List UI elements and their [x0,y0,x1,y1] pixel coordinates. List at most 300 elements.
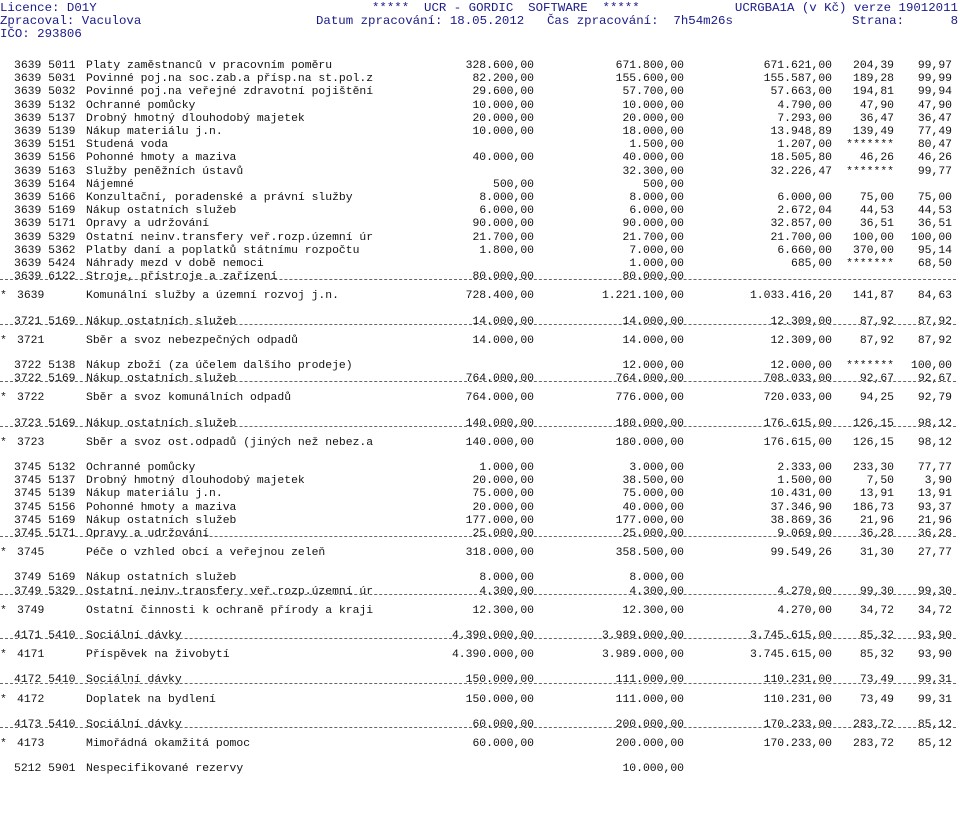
row-description: Nákup ostatních služeb [86,514,237,527]
row-code: 3639 5424 [14,258,76,270]
budget-adjusted: 25.000,00 [622,528,684,540]
row-code: 3639 5139 [14,126,76,138]
actual-amount: 99.549,26 [770,547,832,560]
row-code: 3745 [17,547,45,560]
table-row [0,139,960,152]
row-description: Konzultační, poradenské a právní služby [86,192,353,204]
row-code: 3749 5329 [14,585,76,598]
percent-of-adjusted: 98,12 [917,436,952,449]
percent-of-approved: 126,15 [852,417,894,430]
percent-of-approved: 194,81 [852,86,894,99]
percent-of-adjusted: 87,92 [917,315,952,328]
row-code: 4172 5410 [14,674,76,687]
dashed-separator [0,279,956,280]
actual-amount: 37.346,90 [770,501,832,514]
dashed-separator [0,426,956,427]
total-marker: * [0,649,7,662]
budget-approved: 150.000,00 [465,674,534,687]
row-code: 3722 [17,392,45,405]
dashed-separator [0,594,956,595]
budget-approved: 82.200,00 [472,73,534,86]
percent-of-approved: 139,49 [852,126,894,138]
budget-approved: 500,00 [492,178,534,191]
budget-approved: 177.000,00 [465,514,534,527]
total-row [0,547,960,560]
percent-of-approved: 85,32 [859,630,894,642]
table-row [0,502,960,515]
table-row [0,179,960,192]
actual-amount: 21.700,00 [770,231,832,244]
percent-of-adjusted: 93,90 [917,630,952,642]
row-description: Péče o vzhled obcí a veřejnou zeleň [86,547,326,560]
budget-adjusted: 776.000,00 [615,392,684,405]
percent-of-adjusted: 98,12 [917,417,952,430]
actual-amount: 7.293,00 [777,112,832,125]
budget-approved: 8.000,00 [479,192,534,204]
budget-adjusted: 1.000,00 [629,258,684,270]
total-row [0,290,960,303]
actual-amount: 170.233,00 [763,738,832,750]
budget-adjusted: 1.221.100,00 [601,290,684,303]
row-code: 3639 [17,290,45,303]
actual-amount: 12.309,00 [770,315,832,328]
row-code: 3639 5032 [14,86,76,99]
actual-amount: 708.033,00 [763,373,832,386]
budget-approved: 60.000,00 [472,718,534,731]
budget-approved: 150.000,00 [465,693,534,706]
row-code: 3639 6122 [14,271,76,284]
report-header [0,0,960,44]
total-marker: * [0,334,7,347]
table-row [0,218,960,231]
budget-adjusted: 111.000,00 [615,674,684,687]
actual-amount: 18.505,80 [770,152,832,165]
budget-approved: 21.700,00 [472,231,534,244]
row-code: 3745 5137 [14,475,76,488]
percent-of-approved: ******* [846,165,894,178]
row-code: 3723 [17,436,45,449]
row-code: 3722 5169 [14,373,76,386]
row-description: Nájemné [86,178,134,191]
row-description: Nákup ostatních služeb [86,572,237,585]
percent-of-adjusted: 36,28 [917,528,952,540]
total-row [0,738,960,751]
total-row [0,392,960,405]
percent-of-approved: 31,30 [859,547,894,560]
budget-adjusted: 14.000,00 [622,315,684,328]
row-description: Nákup ostatních služeb [86,315,237,328]
table-row [0,488,960,501]
budget-approved: 20.000,00 [472,475,534,488]
budget-adjusted: 75.000,00 [622,488,684,501]
percent-of-approved: 99,30 [859,585,894,598]
table-row [0,528,960,541]
budget-approved: 4.390.000,00 [451,630,534,642]
actual-amount: 10.431,00 [770,488,832,501]
row-description: Ostatní neinv.transfery veř.rozp.územní úr [86,585,374,598]
row-description: Služby peněžních ústavů [86,165,244,178]
actual-amount: 720.033,00 [763,392,832,405]
actual-amount: 1.033.416,20 [749,290,832,303]
percent-of-adjusted: 99,77 [917,165,952,178]
row-description: Sběr a svoz nebezpečných odpadů [86,334,298,347]
budget-approved: 60.000,00 [472,738,534,750]
budget-adjusted: 500,00 [642,178,684,191]
total-row [0,437,960,450]
row-description: Opravy a udržování [86,528,210,540]
budget-approved: 4.300,00 [479,585,534,598]
row-code: 3749 [17,604,45,617]
row-description: Opravy a udržování [86,218,210,231]
budget-approved: 6.000,00 [479,205,534,218]
budget-adjusted: 1.500,00 [629,139,684,152]
table-row [0,73,960,86]
table-row [0,152,960,165]
row-code: 3749 5169 [14,572,76,585]
percent-of-approved: 204,39 [852,60,894,72]
total-marker: * [0,290,7,303]
row-description: Náhrady mezd v době nemoci [86,258,264,270]
percent-of-adjusted: 99,97 [917,60,952,72]
budget-approved: 764.000,00 [465,392,534,405]
percent-of-adjusted: 92,67 [917,373,952,386]
budget-adjusted: 7.000,00 [629,244,684,257]
table-row [0,360,960,373]
row-description: Platby daní a poplatků státnímu rozpočtu [86,244,360,257]
budget-adjusted: 12.000,00 [622,360,684,372]
total-marker: * [0,604,7,617]
header-line-2 [0,14,960,28]
row-description: Pohonné hmoty a maziva [86,152,237,165]
budget-adjusted: 10.000,00 [622,99,684,112]
percent-of-approved: 92,67 [859,373,894,386]
budget-adjusted: 180.000,00 [615,417,684,430]
percent-of-approved: 73,49 [859,674,894,687]
actual-amount: 3.745.615,00 [749,630,832,642]
ico-label: IČO: 293806 [0,27,82,41]
budget-approved: 1.000,00 [479,462,534,474]
total-marker: * [0,436,7,449]
budget-adjusted: 14.000,00 [622,334,684,347]
report-body [0,60,960,839]
budget-approved: 728.400,00 [465,290,534,303]
actual-amount: 6.000,00 [777,192,832,204]
budget-approved: 1.800,00 [479,244,534,257]
percent-of-adjusted: 13,91 [917,488,952,501]
total-row [0,649,960,662]
budget-adjusted: 90.000,00 [622,218,684,231]
percent-of-approved: 126,15 [852,436,894,449]
percent-of-approved: 141,87 [852,290,894,303]
budget-adjusted: 200.000,00 [615,718,684,731]
operator-label: Zpracoval: Vaculova [0,14,142,28]
total-row [0,694,960,707]
percent-of-approved: 47,90 [859,99,894,112]
table-row [0,60,960,73]
table-row [0,126,960,139]
dashed-separator [0,324,956,325]
budget-approved: 14.000,00 [472,334,534,347]
percent-of-approved: 13,91 [859,488,894,501]
row-description: Drobný hmotný dlouhodobý majetek [86,112,305,125]
actual-amount: 176.615,00 [763,417,832,430]
table-row [0,100,960,113]
table-row [0,166,960,179]
actual-amount: 9.069,00 [777,528,832,540]
percent-of-adjusted: 68,50 [917,258,952,270]
actual-amount: 2.672,04 [777,205,832,218]
percent-of-approved: 34,72 [859,604,894,617]
budget-adjusted: 8.000,00 [629,192,684,204]
percent-of-approved: ******* [846,258,894,270]
percent-of-approved: 100,00 [852,231,894,244]
row-code: 4173 5410 [14,718,76,731]
row-code: 3639 5171 [14,218,76,231]
budget-adjusted: 80.000,00 [622,271,684,284]
total-marker: * [0,738,7,750]
header-line-3 [0,27,960,41]
percent-of-adjusted: 95,14 [917,244,952,257]
actual-amount: 3.745.615,00 [749,649,832,662]
percent-of-adjusted: 80,47 [917,139,952,152]
row-description: Povinné poj.na veřejné zdravotní pojištění [86,86,374,99]
percent-of-approved: ******* [846,360,894,372]
percent-of-approved: 46,26 [859,152,894,165]
percent-of-approved: 85,32 [859,649,894,662]
row-code: 5212 5901 [14,763,76,776]
row-description: Sociální dávky [86,630,182,642]
page-number: 8 [950,14,958,28]
row-description: Povinné poj.na soc.zab.a přísp.na st.pol.z [86,73,374,86]
percent-of-adjusted: 100,00 [910,360,952,372]
actual-amount: 176.615,00 [763,436,832,449]
actual-amount: 12.000,00 [770,360,832,372]
header-line-1 [0,1,960,15]
actual-amount: 685,00 [790,258,832,270]
budget-approved: 75.000,00 [472,488,534,501]
report-version: UCRGBA1A (v Kč) verze 19012011 [734,1,958,15]
budget-approved: 14.000,00 [472,315,534,328]
percent-of-adjusted: 75,00 [917,192,952,204]
table-row [0,258,960,271]
budget-approved: 328.600,00 [465,60,534,72]
percent-of-adjusted: 46,26 [917,152,952,165]
row-code: 3639 5169 [14,205,76,218]
actual-amount: 170.233,00 [763,718,832,731]
actual-amount: 1.500,00 [777,475,832,488]
percent-of-adjusted: 84,63 [917,290,952,303]
dashed-separator [0,536,956,537]
budget-approved: 80.000,00 [472,271,534,284]
percent-of-adjusted: 27,77 [917,547,952,560]
actual-amount: 671.621,00 [763,60,832,72]
row-code: 3639 5156 [14,152,76,165]
row-description: Drobný hmotný dlouhodobý majetek [86,475,305,488]
table-row [0,515,960,528]
actual-amount: 13.948,89 [770,126,832,138]
budget-adjusted: 12.300,00 [622,604,684,617]
percent-of-adjusted: 44,53 [917,205,952,218]
row-description: Nákup materiálu j.n. [86,126,223,138]
percent-of-adjusted: 77,77 [917,462,952,474]
percent-of-approved: ******* [846,139,894,152]
percent-of-adjusted: 99,30 [917,585,952,598]
total-marker: * [0,392,7,405]
budget-approved: 4.390.000,00 [451,649,534,662]
row-code: 3639 5031 [14,73,76,86]
software-banner: ***** UCR - GORDIC SOFTWARE ***** [372,1,640,15]
row-code: 3745 5171 [14,528,76,540]
budget-approved: 8.000,00 [479,572,534,585]
budget-adjusted: 4.300,00 [629,585,684,598]
budget-approved: 10.000,00 [472,126,534,138]
table-row [0,113,960,126]
budget-approved: 40.000,00 [472,152,534,165]
percent-of-adjusted: 3,90 [924,475,952,488]
table-row [0,475,960,488]
percent-of-approved: 94,25 [859,392,894,405]
dashed-separator [0,381,956,382]
budget-approved: 12.300,00 [472,604,534,617]
row-code: 3639 5362 [14,244,76,257]
total-marker: * [0,693,7,706]
budget-adjusted: 20.000,00 [622,112,684,125]
table-row [0,719,960,732]
page-label: Strana: [852,14,905,28]
actual-amount: 12.309,00 [770,334,832,347]
row-code: 3745 5132 [14,462,76,474]
table-row [0,316,960,329]
row-description: Mimořádná okamžitá pomoc [86,738,251,750]
table-row [0,572,960,585]
row-code: 4173 [17,738,45,750]
row-code: 3639 5151 [14,139,76,152]
percent-of-approved: 233,30 [852,462,894,474]
table-row [0,232,960,245]
percent-of-approved: 36,28 [859,528,894,540]
percent-of-adjusted: 92,79 [917,392,952,405]
budget-adjusted: 32.300,00 [622,165,684,178]
total-row [0,335,960,348]
row-code: 3722 5138 [14,360,76,372]
budget-adjusted: 3.000,00 [629,462,684,474]
percent-of-approved: 189,28 [852,73,894,86]
table-row [0,271,960,284]
budget-adjusted: 155.600,00 [615,73,684,86]
row-description: Studená voda [86,139,169,152]
budget-adjusted: 180.000,00 [615,436,684,449]
row-description: Ochranné pomůcky [86,99,196,112]
percent-of-adjusted: 36,47 [917,112,952,125]
row-code: 3639 5011 [14,60,76,72]
budget-adjusted: 38.500,00 [622,475,684,488]
percent-of-adjusted: 93,90 [917,649,952,662]
budget-approved: 140.000,00 [465,436,534,449]
total-row [0,605,960,618]
percent-of-adjusted: 99,31 [917,693,952,706]
budget-adjusted: 177.000,00 [615,514,684,527]
row-description: Nákup ostatních služeb [86,205,237,218]
row-code: 3639 5163 [14,165,76,178]
row-description: Ostatní činnosti k ochraně přírody a kraji [86,604,374,617]
budget-approved: 318.000,00 [465,547,534,560]
row-code: 3639 5132 [14,99,76,112]
row-description: Komunální služby a územní rozvoj j.n. [86,290,339,303]
actual-amount: 110.231,00 [763,674,832,687]
percent-of-adjusted: 87,92 [917,334,952,347]
row-description: Ochranné pomůcky [86,462,196,474]
actual-amount: 110.231,00 [763,693,832,706]
percent-of-adjusted: 34,72 [917,604,952,617]
budget-approved: 140.000,00 [465,417,534,430]
budget-adjusted: 10.000,00 [622,763,684,776]
dashed-separator [0,727,956,728]
row-description: Nákup materiálu j.n. [86,488,223,501]
table-row [0,245,960,258]
actual-amount: 2.333,00 [777,462,832,474]
row-description: Nákup zboží (za účelem dalšího prodeje) [86,360,353,372]
budget-approved: 20.000,00 [472,112,534,125]
percent-of-approved: 87,92 [859,315,894,328]
budget-approved: 25.000,00 [472,528,534,540]
budget-adjusted: 3.989.000,00 [601,649,684,662]
percent-of-approved: 44,53 [859,205,894,218]
row-code: 3639 5166 [14,192,76,204]
percent-of-approved: 36,47 [859,112,894,125]
actual-amount: 32.857,00 [770,218,832,231]
percent-of-adjusted: 93,37 [917,501,952,514]
row-description: Sociální dávky [86,674,182,687]
budget-approved: 90.000,00 [472,218,534,231]
actual-amount: 57.663,00 [770,86,832,99]
budget-adjusted: 40.000,00 [622,152,684,165]
percent-of-adjusted: 21,96 [917,514,952,527]
percent-of-approved: 87,92 [859,334,894,347]
actual-amount: 1.207,00 [777,139,832,152]
dashed-separator [0,683,956,684]
table-row [0,418,960,431]
budget-adjusted: 18.000,00 [622,126,684,138]
row-code: 3639 5329 [14,231,76,244]
percent-of-approved: 21,96 [859,514,894,527]
percent-of-adjusted: 99,94 [917,86,952,99]
percent-of-adjusted: 77,49 [917,126,952,138]
budget-approved: 10.000,00 [472,99,534,112]
percent-of-adjusted: 47,90 [917,99,952,112]
row-code: 3745 5156 [14,501,76,514]
table-row [0,205,960,218]
row-code: 3723 5169 [14,417,76,430]
percent-of-approved: 7,50 [866,475,894,488]
percent-of-approved: 75,00 [859,192,894,204]
percent-of-adjusted: 99,99 [917,73,952,86]
row-description: Ostatní neinv.transfery veř.rozp.územní úr [86,231,374,244]
row-code: 4171 5410 [14,630,76,642]
budget-adjusted: 111.000,00 [615,693,684,706]
actual-amount: 38.869,36 [770,514,832,527]
actual-amount: 6.660,00 [777,244,832,257]
budget-adjusted: 8.000,00 [629,572,684,585]
percent-of-approved: 186,73 [852,501,894,514]
table-row [0,586,960,599]
actual-amount: 4.270,00 [777,604,832,617]
row-code: 4172 [17,693,45,706]
actual-amount: 4.270,00 [777,585,832,598]
actual-amount: 155.587,00 [763,73,832,86]
budget-adjusted: 21.700,00 [622,231,684,244]
budget-adjusted: 6.000,00 [629,205,684,218]
row-description: Doplatek na bydlení [86,693,216,706]
